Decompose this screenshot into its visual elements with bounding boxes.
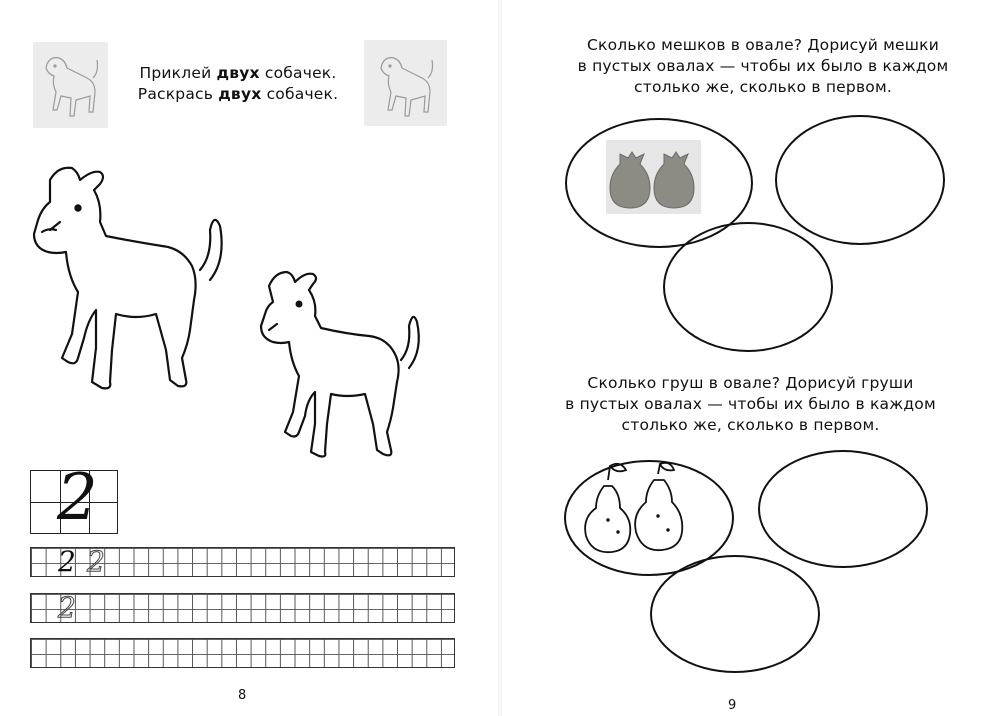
bags-oval-empty-2[interactable] bbox=[663, 222, 833, 352]
task2-line2: в пустых овалах — чтобы их было в каждом bbox=[565, 395, 936, 413]
instruction-text bbox=[118, 63, 358, 105]
sticker-slot-right[interactable] bbox=[364, 40, 447, 126]
sticker-slot-left[interactable] bbox=[33, 42, 108, 128]
right-page bbox=[500, 0, 1000, 716]
task1-line1: Сколько мешков в овале? Дорисуй мешки bbox=[586, 36, 940, 54]
bags-sticker-area bbox=[606, 140, 701, 214]
instruction-line-glue: Приклей двух собачек. bbox=[139, 64, 337, 82]
task1-line3: столько же, сколько в первом. bbox=[634, 78, 892, 96]
dog-sticker-icon bbox=[364, 40, 447, 126]
practice-digit-dotted: 2 bbox=[87, 545, 105, 578]
task2-line1: Сколько груш в овале? Дорисуй груши bbox=[587, 374, 914, 392]
pears-oval-empty-2[interactable] bbox=[650, 555, 820, 673]
instruction-line-color: Раскрась двух собачек. bbox=[137, 85, 339, 103]
dog-coloring-small[interactable] bbox=[255, 262, 430, 472]
dog-coloring-large[interactable] bbox=[30, 160, 230, 410]
page-number-right: 9 bbox=[728, 698, 737, 713]
task1-line2: в пустых овалах — чтобы их было в каждом bbox=[577, 57, 949, 75]
pears-oval-empty-1[interactable] bbox=[758, 450, 928, 568]
bags-oval-empty-1[interactable] bbox=[775, 115, 945, 245]
task1-instruction bbox=[538, 35, 988, 98]
digit-sample-box bbox=[30, 461, 118, 535]
page-number-left: 8 bbox=[238, 688, 247, 703]
pear-icon bbox=[578, 460, 708, 560]
practice-digit-solid: 2 bbox=[58, 545, 76, 578]
dog-sticker-icon bbox=[33, 42, 108, 128]
task2-instruction bbox=[513, 373, 988, 436]
practice-row-1[interactable] bbox=[30, 547, 455, 577]
task2-line3: столько же, сколько в первом. bbox=[621, 416, 880, 434]
practice-row-3[interactable] bbox=[30, 638, 455, 668]
practice-row-2[interactable] bbox=[30, 593, 455, 623]
digit-sample: 2 bbox=[57, 461, 98, 535]
money-bag-icon bbox=[606, 140, 701, 214]
practice-digit-dotted: 2 bbox=[58, 591, 76, 624]
